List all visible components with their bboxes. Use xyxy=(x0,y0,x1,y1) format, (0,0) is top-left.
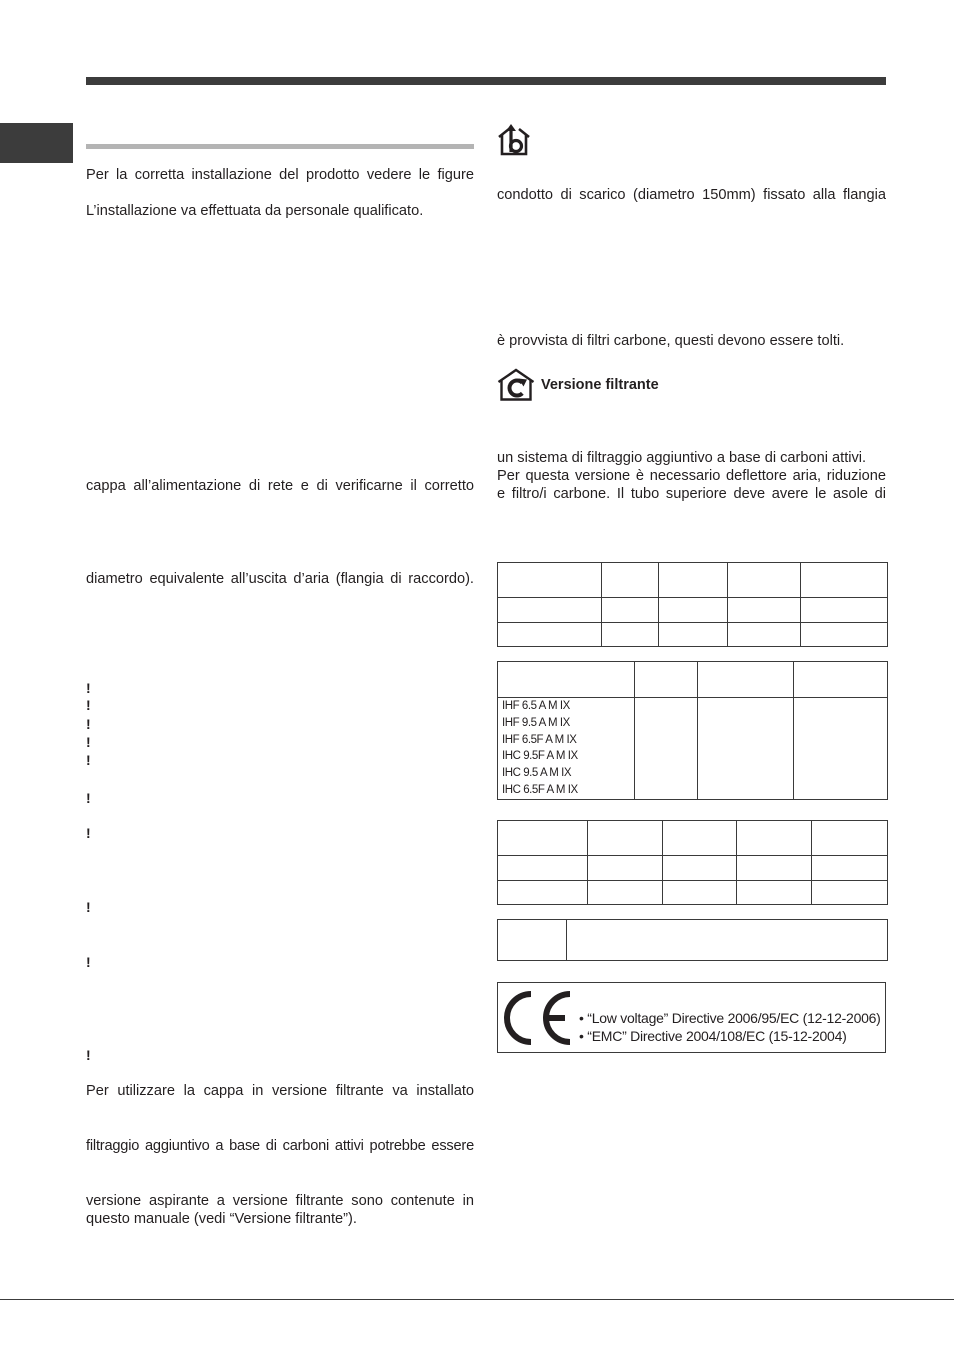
filter-version-line: Per questa versione è necessario deflettore aria, riduzione xyxy=(497,468,886,484)
section-rule xyxy=(86,144,474,149)
table-cell xyxy=(659,598,728,623)
power-connection-line: cappa all’alimentazione di rete e di verificarne il corretto xyxy=(86,478,474,494)
warning-mark: ! xyxy=(86,954,91,970)
spec-table-1 xyxy=(497,562,888,647)
filter-paragraph-line: versione aspirante a versione filtrante sono contenute in xyxy=(86,1193,474,1209)
table-cell xyxy=(812,856,888,881)
table-cell xyxy=(728,598,801,623)
table-row xyxy=(498,920,888,961)
table-cell xyxy=(801,563,888,598)
spec-table-4 xyxy=(497,919,888,961)
table-cell xyxy=(498,623,602,647)
table-cell xyxy=(737,856,812,881)
table-cell xyxy=(737,821,812,856)
table-cell xyxy=(812,821,888,856)
warning-mark: ! xyxy=(86,680,91,696)
emc-directive: • “EMC” Directive 2004/108/EC (15-12-2004) xyxy=(579,1028,847,1044)
table-cell xyxy=(498,856,588,881)
warning-mark: ! xyxy=(86,825,91,841)
table-cell xyxy=(663,856,737,881)
table-cell xyxy=(635,662,698,698)
table-row xyxy=(498,881,888,905)
low-voltage-directive: • “Low voltage” Directive 2006/95/EC (12-12-2006) xyxy=(579,1010,881,1026)
model-name: IHF 6.5 A M IX xyxy=(502,700,570,712)
table-cell xyxy=(728,563,801,598)
ce-declaration-box xyxy=(497,982,886,1053)
table-cell xyxy=(659,563,728,598)
models-cell xyxy=(498,698,635,800)
table-cell xyxy=(663,881,737,905)
table-cell xyxy=(498,662,635,698)
warning-mark: ! xyxy=(86,752,91,768)
table-row xyxy=(498,563,888,598)
model-name: IHF 9.5 A M IX xyxy=(502,716,570,729)
table-cell xyxy=(635,698,698,800)
table-cell xyxy=(801,623,888,647)
ducted-version-icon xyxy=(497,122,531,156)
filter-version-heading: Versione filtrante xyxy=(541,377,659,393)
table-cell xyxy=(602,563,659,598)
table-cell xyxy=(794,698,888,800)
table-cell xyxy=(498,920,567,961)
qualified-installer-line: L’installazione va effettuata da personale qualificato. xyxy=(86,203,424,219)
duct-diameter-line: diametro equivalente all’uscita d’aria (flangia di raccordo). xyxy=(86,571,474,587)
table-row xyxy=(498,623,888,647)
filter-version-icon xyxy=(497,368,535,401)
table-cell xyxy=(794,662,888,698)
table-cell xyxy=(698,662,794,698)
table-cell xyxy=(588,856,663,881)
table-row xyxy=(498,662,888,698)
table-cell xyxy=(602,598,659,623)
model-name: IHF 6.5F A M IX xyxy=(502,733,577,746)
table-row xyxy=(498,598,888,623)
model-name: IHC 6.5F A M IX xyxy=(502,783,578,796)
table-cell xyxy=(812,881,888,905)
table-cell xyxy=(588,881,663,905)
table-cell xyxy=(498,881,588,905)
table-row xyxy=(498,698,888,800)
warning-mark: ! xyxy=(86,899,91,915)
warning-mark: ! xyxy=(86,790,91,806)
table-cell xyxy=(602,623,659,647)
spec-table-3 xyxy=(497,820,888,905)
warning-mark: ! xyxy=(86,697,91,713)
table-row xyxy=(498,856,888,881)
table-cell xyxy=(567,920,888,961)
table-cell xyxy=(498,598,602,623)
table-cell xyxy=(498,563,602,598)
warning-mark: ! xyxy=(86,734,91,750)
filter-paragraph-line: Per utilizzare la cappa in versione filtrante va installato xyxy=(86,1083,474,1099)
table-cell xyxy=(728,623,801,647)
warning-mark: ! xyxy=(86,716,91,732)
table-cell xyxy=(801,598,888,623)
ce-mark-logo xyxy=(503,990,573,1046)
table-row xyxy=(498,821,888,856)
table-cell xyxy=(659,623,728,647)
table-cell xyxy=(737,881,812,905)
filter-version-line: e filtro/i carbone. Il tubo superiore deve avere le asole di xyxy=(497,486,886,502)
model-name: IHC 9.5F A M IX xyxy=(502,750,578,763)
table-cell xyxy=(698,698,794,800)
models-list xyxy=(498,698,634,799)
intro-line: Per la corretta installazione del prodotto vedere le figure xyxy=(86,167,474,183)
table-cell xyxy=(588,821,663,856)
table-cell xyxy=(663,821,737,856)
table-cell xyxy=(498,821,588,856)
exhaust-duct-line: condotto di scarico (diametro 150mm) fissato alla flangia xyxy=(497,187,886,203)
filter-paragraph-line: filtraggio aggiuntivo a base di carboni attivi potrebbe essere xyxy=(86,1138,474,1154)
language-tab xyxy=(0,123,73,163)
carbon-filter-line: è provvista di filtri carbone, questi devono essere tolti. xyxy=(497,333,845,349)
models-table xyxy=(497,661,888,800)
filter-version-line: un sistema di filtraggio aggiuntivo a base di carboni attivi. xyxy=(497,450,867,466)
model-name: IHC 9.5 A M IX xyxy=(502,767,572,780)
warning-mark: ! xyxy=(86,1047,91,1063)
header-rule xyxy=(86,77,886,85)
filter-paragraph-line: questo manuale (vedi “Versione filtrante”). xyxy=(86,1211,357,1227)
footer-rule xyxy=(0,1299,954,1300)
